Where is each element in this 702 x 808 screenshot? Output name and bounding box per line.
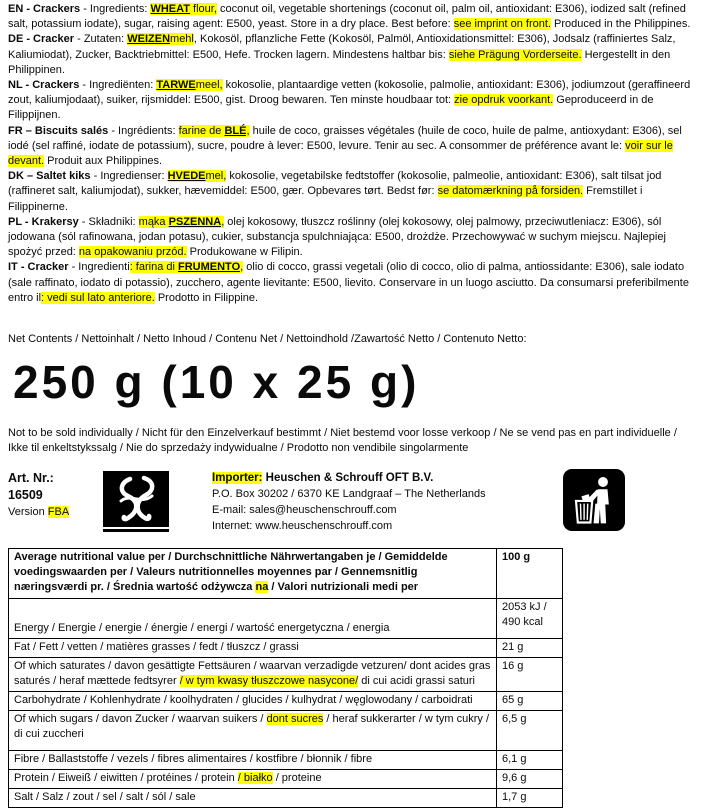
nutrition-row-protein [9,770,563,789]
nutrition-label-fibre [9,751,497,770]
ingredients-en-segment: flour, [190,3,217,15]
ingredients-dk-segment: - Ingredienser: [91,170,168,182]
importer-label: Importer: [212,472,262,484]
nutrition-protein-segment: / proteine [273,772,322,784]
ingredients-it-segment: , [240,261,243,273]
version-label: Version [8,506,45,518]
ingredients-paragraph-pl [8,215,694,261]
nutrition-label-energy [9,599,497,639]
ingredients-nl-segment: kokosolie, plantaardige vetten (kokosolie, palmolie, antioxidant: E306), jodiumzout (geraffineerd zout, kaliumjodaat), suiker, rijsmiddel: E500, gist. Droog bewaren. Ten minste houdbaar tot: [8,79,690,106]
nutrition-energy-segment: Energy / Energie / energie / énergie / energi / wartość energetyczna / energia [14,622,389,634]
ingredients-fr-segment: voir sur le devant. [8,140,673,167]
ingredients-dk-segment: Fremstillet i Filippinerne. [8,185,642,212]
art-nr-value: 16509 [8,487,103,504]
nutrition-value-saturates: 16 g [497,658,563,692]
nutrition-header-segment: / Valori nutrizionali medi per [268,581,418,593]
nutrition-label-carbohydrate [9,692,497,711]
nutrition-label-fat [9,639,497,658]
nutrition-value-carbohydrate: 65 g [497,692,563,711]
nutrition-saturates-segment: Of which saturates / davon gesättigte Fettsäuren / waarvan verzadigde vetzuren/ dont acides gras saturés / heraf mættede fedtsyrer [14,660,490,687]
ingredients-en-segment: WHEAT [150,3,190,15]
nutrition-row-sugars [9,711,563,751]
nutrition-fat-segment: Fat / Fett / vetten / matières grasses / fedt / tłuszcz / grassi [14,641,299,653]
ingredients-en-segment: Produced in the Philippines. [551,18,690,30]
ingredients-paragraph-en [8,2,694,32]
ingredients-de-segment: DE - Cracker [8,33,74,45]
ingredients-fr-segment: farine de [179,125,225,137]
monogram-glyph [106,473,166,525]
nutrition-value-fat: 21 g [497,639,563,658]
ingredients-pl-segment: olej kokosowy, tłuszcz roślinny (olej kokosowy, olej palmowy, przeciwutleniacz: E306), sól jodowana (sól rafinowana, jodan potasu), cukier, substancja spulchniająca: E500, drożdże. Przechowywać w suchym miejscu. Najlepiej spożyć przed: [8,216,666,258]
nutrition-value-header: 100 g [497,549,563,599]
nutrition-sugars-segment: / heraf sukkerarter / w tym cukry / di cui zuccheri [14,713,489,740]
net-contents-label: Net Contents / Nettoinhalt / Netto Inhoud / Contenu Net / Nettoindhold /Zawartość Netto / Contenuto Netto: [8,333,702,345]
ingredients-dk-segment: se datomærkning på forsiden. [438,185,584,197]
ingredients-fr-segment: - Ingrédients: [108,125,178,137]
nutrition-carbohydrate-segment: Carbohydrate / Kohlenhydrate / koolhydraten / glucides / kulhydrat / węglowodany / carboidrati [14,694,473,706]
nutrition-value-fibre: 6,1 g [497,751,563,770]
nutrition-protein-segment: Protein / Eiweiß / eiwitten / protéines / protein [14,772,238,784]
nutrition-salt-segment: Salt / Salz / zout / sel / salt / sól / sale [14,791,196,803]
importer-name-line [212,470,486,486]
nutrition-row-energy [9,599,563,639]
article-number-block [8,469,103,521]
nutrition-value-sugars: 6,5 g [497,711,563,751]
ingredients-de-segment: - Zutaten: [74,33,127,45]
ingredients-nl-segment: TARWE [156,79,195,91]
ingredients-paragraph-fr [8,124,694,170]
ingredients-pl-segment: PL - Krakersy [8,216,79,228]
ingredients-fr-segment: FR – Biscuits salés [8,125,108,137]
importer-info-row [8,469,702,535]
ingredients-pl-segment: - Składniki: [79,216,139,228]
nutrition-label-saturates [9,658,497,692]
ingredients-it-segment: Prodotto in Filippine. [155,292,258,304]
nutrition-row-fat [9,639,563,658]
ingredients-en-segment: see imprint on front. [454,18,551,30]
ingredients-it-segment: - Ingredienti [69,261,130,273]
ingredients-dk-segment: DK – Saltet kiks [8,170,91,182]
importer-name: Heuschen & Schrouff OFT B.V. [262,472,433,484]
company-logo [103,471,169,532]
nutrition-saturates-segment: di cui acidi grassi saturi [358,675,475,687]
nutrition-saturates-segment: / w tym kwasy tłuszczowe nasycone/ [180,675,359,687]
ingredients-pl-segment: PSZENNA [169,216,222,228]
ingredients-section [0,0,702,306]
monogram-icon [103,471,169,527]
nutrition-value-energy: 2053 kJ / 490 kcal [497,599,563,639]
nutrition-row-carbohydrate [9,692,563,711]
ingredients-nl-segment: Geproduceerd in de Filippijnen. [8,94,654,121]
nutrition-row-salt [9,789,563,808]
ingredients-de-segment: siehe Prägung Vorderseite. [449,49,582,61]
nutrition-value-salt: 1,7 g [497,789,563,808]
nutrition-label-protein [9,770,497,789]
ingredients-paragraph-de [8,32,694,78]
ingredients-it-segment: IT - Cracker [8,261,69,273]
ingredients-fr-segment: BLÉ [224,125,246,137]
ingredients-pl-segment: mąka [139,216,169,228]
ingredients-fr-segment: , [246,125,249,137]
ingredients-nl-segment: zie opdruk voorkant. [454,94,553,106]
importer-email: E-mail: sales@heuschenschrouff.com [212,502,486,518]
nutrition-row-fibre [9,751,563,770]
ingredients-en-segment: - Ingredients: [80,3,150,15]
importer-block [212,469,486,534]
ingredients-paragraph-nl [8,78,694,124]
ingredients-pl-segment: , [221,216,224,228]
art-nr-label: Art. Nr.: [8,470,103,487]
not-for-individual-sale-text: Not to be sold individually / Nicht für den Einzelverkauf bestimmt / Niet bestemd voor losse verkoop / Ne se vend pas en part individuelle / Ikke til enkeltstykssalg / Nie do sprzedaży indywidualne / Prodotto non vendibile singolarmente [8,426,692,456]
nutrition-fibre-segment: Fibre / Ballaststoffe / vezels / fibres alimentaires / kostfibre / błonnik / fibre [14,753,372,765]
ingredients-dk-segment: HVEDE [168,170,206,182]
nutrition-value-protein: 9,6 g [497,770,563,789]
nutrition-header-segment: na [255,581,268,593]
nutrition-header-segment: Average nutritional value per / Durchschnittliche Nährwertangaben je / Gemiddelde voedingswaarden per / Valeurs nutritionnelles moyennes par / Gennemsnitlig næringsværdi pr. / Średnia wartość odżywcza [14,551,448,593]
ingredients-en-segment: EN - Crackers [8,3,80,15]
ingredients-paragraph-it [8,260,694,306]
ingredients-fr-segment: huile de coco, graisses végétales (huile de coco, huile de palme, antioxydant: E306), sel iodé (sel raffiné, iodate de potassium), sucre, poudre à lever: E500, levure. Tenir au sec. A consommer de préférence avant le: [8,125,682,152]
ingredients-pl-segment: na opakowaniu przód. [79,246,187,258]
ingredients-paragraph-dk [8,169,694,215]
tidyman-glyph [567,473,621,527]
net-weight-value: 250 g (10 x 25 g) [13,355,702,409]
ingredients-it-segment: olio di cocco, grassi vegetali (olio di cocco, olio di palma, antiossidante: E306), sale iodato (sale raffinato, iodato di potassio), zucchero, agente lievitante: E500, lievito. Conservare in un luogo asciutto. Da consumarsi preferibilmente entro il [8,261,689,303]
importer-website: Internet: www.heuschenschrouff.com [212,518,486,534]
nutrition-label-salt [9,789,497,808]
nutrition-label-sugars [9,711,497,751]
tidyman-icon [563,469,625,531]
ingredients-nl-segment: NL - Crackers [8,79,79,91]
ingredients-de-segment: , Kokosöl, pflanzliche Fette (Kokosöl, Palmöl, Antioxidationsmittel: E306), Jodsalz (raffiniertes Salz, Kaliumiodat), Zucker, Backtriebmittel: E500, Hefe. Trocken lagern. Mindestens haltbar bis: [8,33,675,60]
ingredients-it-segment: : farina di [130,261,178,273]
ingredients-nl-segment: meel, [196,79,223,91]
nutrition-protein-segment: / białko [238,772,273,784]
nutrition-sugars-segment: Of which sugars / davon Zucker / waarvan suikers / [14,713,267,725]
version-line [8,504,103,521]
ingredients-fr-segment: Produit aux Philippines. [44,155,162,167]
logo-underline [103,529,169,532]
ingredients-it-segment: FRUMENTO [178,261,240,273]
ingredients-dk-segment: mel, [206,170,227,182]
nutrition-row-saturates [9,658,563,692]
ingredients-de-segment: mehl [170,33,194,45]
nutrition-row-header [9,549,563,599]
ingredients-it-segment: : vedi sul lato anteriore. [41,292,155,304]
ingredients-nl-segment: - Ingrediënten: [79,79,156,91]
version-value: FBA [48,506,69,518]
ingredients-de-segment: WEIZEN [127,33,170,45]
ingredients-de-segment: Hergestellt in den Philippinen. [8,49,670,76]
ingredients-pl-segment: Produkowane w Filipin. [187,246,303,258]
nutrition-table [8,548,563,808]
ingredients-en-segment: coconut oil, vegetable shortenings (coconut oil, palm oil, antioxidant: E306), iodized salt (refined salt, potassium iodate), sugar, raising agent: E500, yeast. Store in a dry place. Best before: [8,3,686,30]
importer-address: P.O. Box 30202 / 6370 KE Landgraaf – The Netherlands [212,486,486,502]
nutrition-sugars-segment: dont sucres [267,713,324,725]
ingredients-dk-segment: kokosolie, vegetabilske fedtstoffer (kokosolie, palmeolie, antioxidant: E306), salt tilsat jod (raffineret salt, kaliumjodat), sukker, hævemiddel: E500, gær. Opbevares tørt. Bedst før: [8,170,661,197]
nutrition-label-header [9,549,497,599]
